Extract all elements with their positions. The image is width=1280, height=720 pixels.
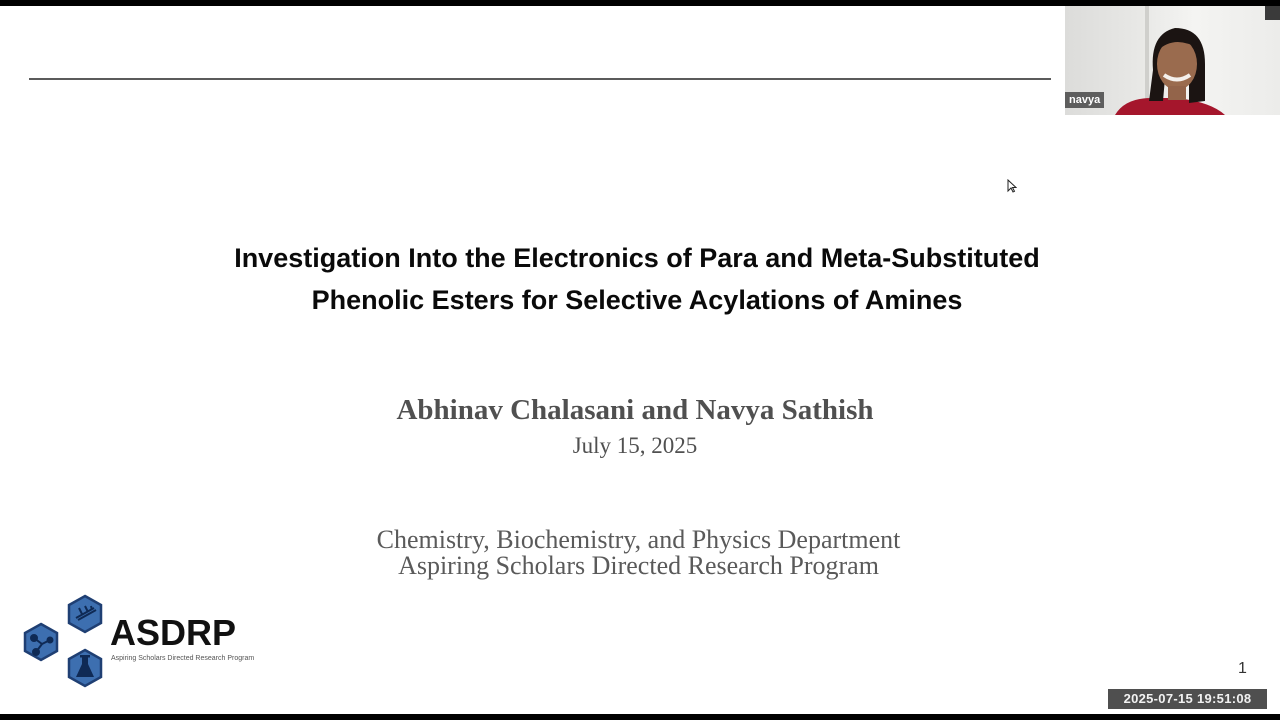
- participant-video-tile[interactable]: [1065, 6, 1280, 115]
- slide-title-line-2: Phenolic Esters for Selective Acylations of Amines: [311, 285, 963, 315]
- recording-timestamp: 2025-07-15 19:51:08: [1108, 689, 1267, 709]
- slide-affiliation: [0, 527, 1277, 579]
- participant-name-label: navya: [1065, 92, 1104, 108]
- slide-date: July 15, 2025: [572, 433, 698, 458]
- logo-wordmark: ASDRP: [110, 612, 237, 653]
- program-line: Aspiring Scholars Directed Research Program: [398, 551, 879, 580]
- slide-page-number: 1: [1238, 660, 1247, 677]
- mouse-cursor-icon: [1007, 179, 1017, 193]
- slide-authors: Abhinav Chalasani and Navya Sathish: [396, 394, 874, 426]
- slide-title-line-1: Investigation Into the Electronics of Para and Meta-Substituted: [234, 243, 1040, 273]
- slide-title: [100, 237, 1174, 321]
- logo-subtitle: Aspiring Scholars Directed Research Program: [111, 655, 255, 662]
- slide-header-rule: [29, 78, 1051, 80]
- department-line: Chemistry, Biochemistry, and Physics Department: [376, 525, 901, 554]
